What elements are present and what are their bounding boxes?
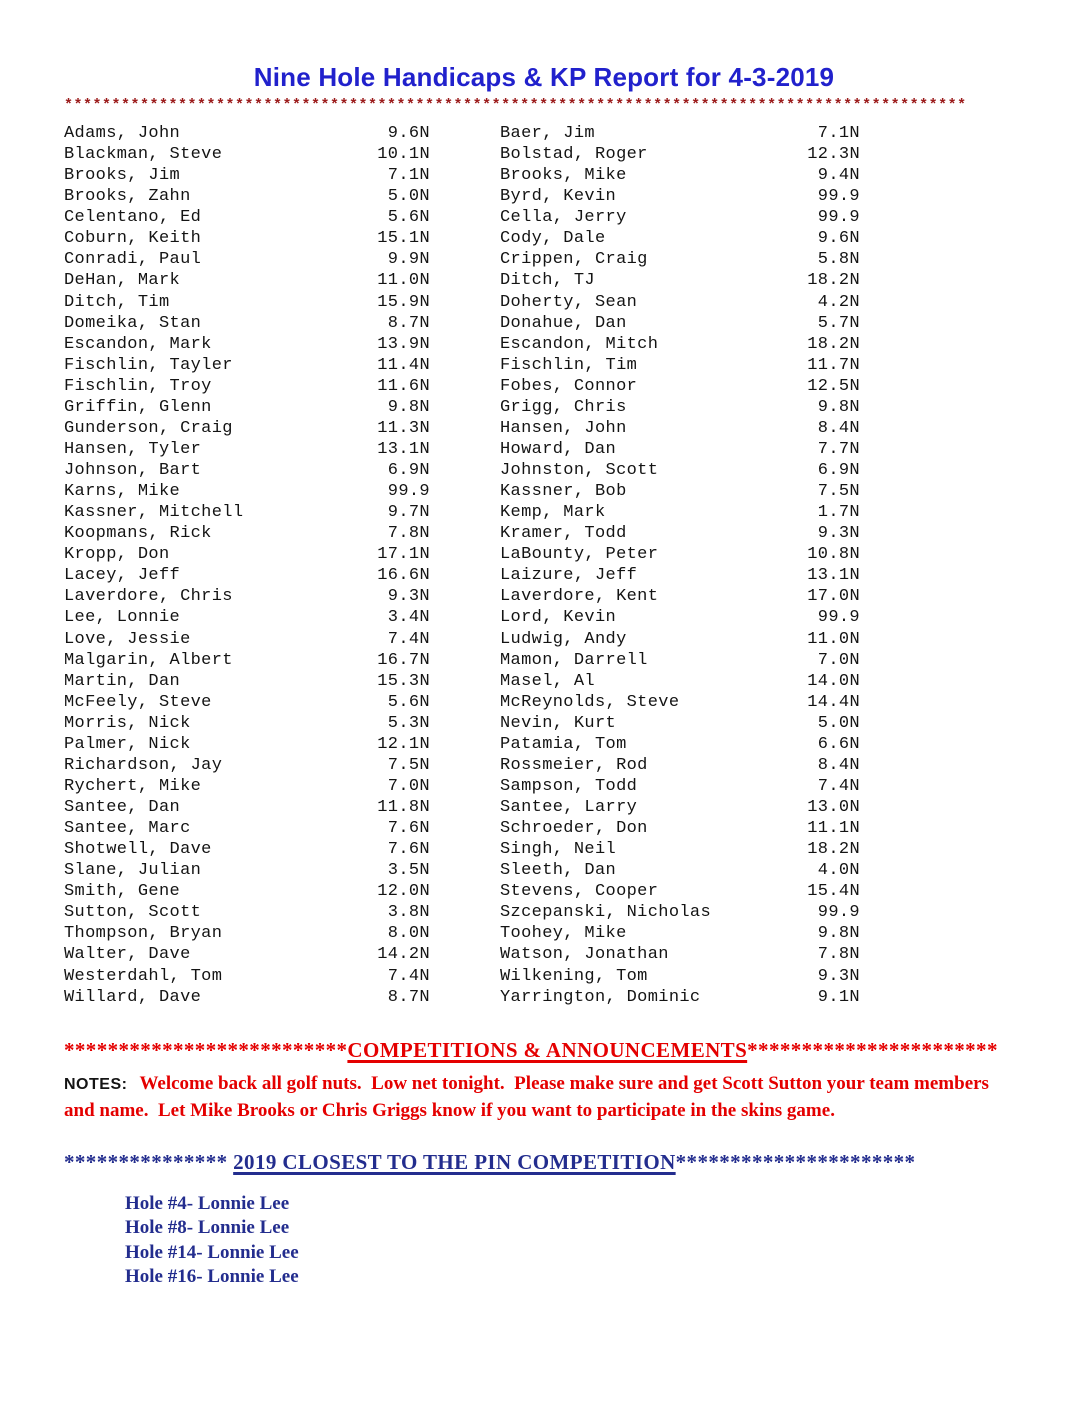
roster-row — [64, 186, 1088, 207]
player-name: Slane, Julian — [64, 861, 202, 881]
roster-row — [64, 881, 1088, 902]
roster-row — [64, 249, 1088, 270]
player-name: Santee, Marc — [64, 819, 191, 839]
player-handicap: 17.0N — [807, 587, 860, 607]
player-handicap: 8.4N — [817, 418, 860, 438]
roster-row — [64, 776, 1088, 797]
player-name: Brooks, Jim — [64, 166, 181, 186]
player-name: Morris, Nick — [64, 713, 191, 733]
player-name: Thompson, Bryan — [64, 924, 223, 944]
notes-paragraph — [64, 1070, 1012, 1124]
player-handicap: 7.1N — [387, 166, 430, 186]
player-handicap: 9.8N — [387, 397, 430, 417]
roster-row — [64, 397, 1088, 418]
player-handicap: 7.0N — [387, 776, 430, 796]
player-name: Palmer, Nick — [64, 734, 191, 754]
page-title: Nine Hole Handicaps & KP Report for 4-3-2019 — [253, 62, 835, 92]
player-name: Malgarin, Albert — [64, 650, 233, 670]
player-handicap: 10.1N — [377, 145, 430, 165]
player-handicap: 11.8N — [377, 798, 430, 817]
player-handicap: 14.0N — [807, 671, 860, 691]
stars-after: *********************** — [747, 1037, 998, 1062]
player-name: Fobes, Connor — [500, 376, 638, 396]
player-name: Brooks, Zahn — [64, 187, 191, 207]
player-name: Kemp, Mark — [500, 503, 606, 523]
player-name: Karns, Mike — [64, 482, 181, 502]
player-name: Kassner, Bob — [500, 482, 627, 502]
top-divider-asterisks: *********************************************************************************************** — [64, 97, 967, 114]
closest-to-pin-header — [64, 1148, 1088, 1176]
player-name: Adams, John — [64, 124, 181, 143]
roster-row — [64, 313, 1088, 334]
roster-row — [64, 207, 1088, 228]
player-name: Patamia, Tom — [500, 734, 627, 754]
player-name: Bolstad, Roger — [500, 145, 648, 165]
player-handicap: 7.8N — [387, 524, 430, 544]
player-handicap: 7.4N — [387, 629, 430, 649]
player-name: Kramer, Todd — [500, 524, 627, 544]
player-name: Fischlin, Tayler — [64, 355, 233, 375]
player-handicap: 15.9N — [377, 292, 430, 312]
player-handicap: 13.0N — [807, 798, 860, 817]
player-handicap: 9.3N — [817, 524, 860, 544]
roster-row — [64, 987, 1088, 1008]
roster-row — [64, 860, 1088, 881]
player-name: Toohey, Mike — [500, 924, 627, 944]
player-handicap: 7.4N — [817, 776, 860, 796]
player-handicap: 7.1N — [817, 124, 860, 143]
player-handicap: 15.3N — [377, 671, 430, 691]
competitions-announcements-header — [64, 1036, 1088, 1064]
player-name: Coburn, Keith — [64, 229, 202, 249]
player-handicap: 5.3N — [387, 713, 430, 733]
player-name: Ditch, TJ — [500, 271, 595, 291]
kp-winner-hole-16: Hole #16- Lonnie Lee — [125, 1266, 299, 1288]
player-name: Shotwell, Dave — [64, 840, 212, 860]
roster-row — [64, 523, 1088, 544]
roster-row — [64, 144, 1088, 165]
roster-row — [64, 671, 1088, 692]
player-name: Fischlin, Tim — [500, 355, 638, 375]
player-handicap: 14.2N — [377, 945, 430, 965]
player-handicap: 16.6N — [377, 566, 430, 586]
player-name: Fischlin, Troy — [64, 376, 212, 396]
player-name: Celentano, Ed — [64, 208, 202, 228]
player-handicap: 16.7N — [377, 650, 430, 670]
player-name: Rychert, Mike — [64, 776, 202, 796]
player-handicap: 13.1N — [807, 566, 860, 586]
player-handicap: 11.6N — [377, 376, 430, 396]
notes-text: Welcome back all golf nuts. Low net tonight. Please make sure and get Scott Sutton your team members and name. Let Mike Brooks or Chris Griggs know if you want to participate in the skins game. — [64, 1072, 994, 1121]
player-name: Griffin, Glenn — [64, 397, 212, 417]
roster-row — [64, 292, 1088, 313]
player-handicap: 18.2N — [807, 840, 860, 860]
kp-winner-hole-8: Hole #8- Lonnie Lee — [125, 1217, 290, 1239]
player-handicap: 3.8N — [387, 903, 430, 923]
player-name: Watson, Jonathan — [500, 945, 669, 965]
player-handicap: 18.2N — [807, 271, 860, 291]
player-name: Sleeth, Dan — [500, 861, 617, 881]
player-name: Grigg, Chris — [500, 397, 627, 417]
player-name: Smith, Gene — [64, 882, 181, 902]
roster-row — [64, 439, 1088, 460]
player-name: Koopmans, Rick — [64, 524, 212, 544]
kp-winner-hole-14: Hole #14- Lonnie Lee — [125, 1241, 299, 1263]
player-handicap: 5.0N — [387, 187, 430, 207]
player-name: Schroeder, Don — [500, 819, 648, 839]
player-name: Byrd, Kevin — [500, 187, 617, 207]
player-handicap: 7.5N — [817, 482, 860, 502]
player-handicap: 7.6N — [387, 819, 430, 839]
player-handicap: 99.9 — [817, 608, 860, 628]
player-name: Lacey, Jeff — [64, 566, 181, 586]
player-handicap: 7.6N — [387, 840, 430, 860]
competitions-heading: COMPETITIONS & ANNOUNCEMENTS — [347, 1037, 748, 1062]
player-name: Ludwig, Andy — [500, 629, 627, 649]
player-name: Love, Jessie — [64, 629, 191, 649]
player-name: Laizure, Jeff — [500, 566, 638, 586]
player-name: Domeika, Stan — [64, 313, 202, 333]
roster-row — [64, 123, 1088, 144]
player-name: LaBounty, Peter — [500, 545, 659, 565]
player-handicap: 18.2N — [807, 334, 860, 354]
player-handicap: 9.7N — [387, 503, 430, 523]
stars-before: *************** — [64, 1149, 234, 1174]
player-name: Donahue, Dan — [500, 313, 627, 333]
player-name: Johnson, Bart — [64, 461, 202, 480]
roster-row — [64, 586, 1088, 607]
roster-row — [64, 650, 1088, 671]
player-name: Doherty, Sean — [500, 292, 638, 312]
player-name: Cella, Jerry — [500, 208, 627, 228]
player-name: Sampson, Todd — [500, 776, 638, 796]
player-name: Brooks, Mike — [500, 166, 627, 186]
player-name: McFeely, Steve — [64, 692, 212, 712]
player-name: Blackman, Steve — [64, 145, 223, 165]
player-handicap: 7.4N — [387, 966, 430, 986]
player-handicap: 17.1N — [377, 545, 430, 565]
player-handicap: 9.8N — [817, 397, 860, 417]
player-name: Westerdahl, Tom — [64, 966, 223, 986]
player-handicap: 9.4N — [817, 166, 860, 186]
player-handicap: 6.6N — [817, 734, 860, 754]
player-handicap: 10.8N — [807, 545, 860, 565]
player-handicap: 5.0N — [817, 713, 860, 733]
player-name: Mamon, Darrell — [500, 650, 648, 670]
player-handicap: 99.9 — [817, 903, 860, 923]
stars-before: ************************** — [64, 1037, 348, 1062]
player-handicap: 6.9N — [817, 461, 860, 480]
player-handicap: 9.3N — [387, 587, 430, 607]
player-handicap: 4.0N — [817, 861, 860, 881]
player-handicap: 15.1N — [377, 229, 430, 249]
player-name: Wilkening, Tom — [500, 966, 648, 986]
player-handicap: 5.8N — [817, 250, 860, 270]
player-handicap: 11.0N — [377, 271, 430, 291]
player-name: Gunderson, Craig — [64, 418, 233, 438]
player-name: Lord, Kevin — [500, 608, 617, 628]
roster-row — [64, 502, 1088, 523]
player-name: Johnston, Scott — [500, 461, 659, 480]
player-handicap: 99.9 — [817, 208, 860, 228]
kp-winner-hole-4: Hole #4- Lonnie Lee — [125, 1192, 290, 1214]
roster-row — [64, 481, 1088, 502]
player-name: Martin, Dan — [64, 671, 181, 691]
player-handicap: 9.6N — [817, 229, 860, 249]
roster-row — [64, 755, 1088, 776]
player-handicap: 9.3N — [817, 966, 860, 986]
roster-row — [64, 797, 1088, 818]
player-handicap: 4.2N — [817, 292, 860, 312]
player-handicap: 99.9 — [387, 482, 430, 502]
player-name: Willard, Dave — [64, 987, 202, 1007]
roster-row — [64, 376, 1088, 397]
roster-row — [64, 944, 1088, 965]
roster-row — [64, 544, 1088, 565]
roster-row — [64, 734, 1088, 755]
player-handicap: 11.4N — [377, 355, 430, 375]
player-handicap: 3.5N — [387, 861, 430, 881]
player-handicap: 5.7N — [817, 313, 860, 333]
player-handicap: 99.9 — [817, 187, 860, 207]
player-name: Lee, Lonnie — [64, 608, 181, 628]
player-name: Nevin, Kurt — [500, 713, 617, 733]
player-name: Stevens, Cooper — [500, 882, 659, 902]
player-name: Yarrington, Dominic — [500, 987, 701, 1007]
player-name: Cody, Dale — [500, 229, 606, 249]
stars-after: ********************** — [675, 1149, 916, 1174]
player-handicap: 9.1N — [817, 987, 860, 1007]
player-handicap: 8.7N — [387, 987, 430, 1007]
player-handicap: 13.1N — [377, 439, 430, 459]
player-handicap: 12.1N — [377, 734, 430, 754]
roster-row — [64, 565, 1088, 586]
player-name: Hansen, Tyler — [64, 439, 202, 459]
roster-row — [64, 902, 1088, 923]
player-name: Szcepanski, Nicholas — [500, 903, 712, 923]
player-name: Singh, Neil — [500, 840, 617, 860]
player-name: Conradi, Paul — [64, 250, 202, 270]
player-handicap: 8.4N — [817, 755, 860, 775]
player-handicap: 11.1N — [807, 819, 860, 839]
player-handicap: 13.9N — [377, 334, 430, 354]
roster-row — [64, 355, 1088, 376]
player-handicap: 1.7N — [817, 503, 860, 523]
roster-row — [64, 334, 1088, 355]
player-handicap: 14.4N — [807, 692, 860, 712]
player-name: McReynolds, Steve — [500, 692, 680, 712]
player-handicap: 15.4N — [807, 882, 860, 902]
player-handicap: 11.0N — [807, 629, 860, 649]
player-handicap: 11.3N — [377, 418, 430, 438]
player-handicap: 9.6N — [387, 124, 430, 143]
player-handicap: 7.7N — [817, 439, 860, 459]
player-handicap: 12.0N — [377, 882, 430, 902]
player-name: Crippen, Craig — [500, 250, 648, 270]
player-handicap: 12.5N — [807, 376, 860, 396]
player-handicap: 7.5N — [387, 755, 430, 775]
player-handicap: 8.0N — [387, 924, 430, 944]
roster-row — [64, 923, 1088, 944]
player-handicap: 5.6N — [387, 208, 430, 228]
player-handicap: 11.7N — [807, 355, 860, 375]
player-name: DeHan, Mark — [64, 271, 181, 291]
player-name: Laverdore, Chris — [64, 587, 233, 607]
player-name: Richardson, Jay — [64, 755, 223, 775]
player-handicap: 5.6N — [387, 692, 430, 712]
player-handicap: 9.9N — [387, 250, 430, 270]
player-name: Kropp, Don — [64, 545, 170, 565]
roster-row — [64, 460, 1088, 481]
player-handicap: 8.7N — [387, 313, 430, 333]
player-handicap: 7.0N — [817, 650, 860, 670]
player-name: Santee, Larry — [500, 798, 638, 817]
player-handicap: 3.4N — [387, 608, 430, 628]
handicap-roster — [64, 123, 1088, 1008]
roster-row — [64, 418, 1088, 439]
roster-row — [64, 839, 1088, 860]
player-handicap: 6.9N — [387, 461, 430, 480]
roster-row — [64, 692, 1088, 713]
player-name: Hansen, John — [500, 418, 627, 438]
player-name: Masel, Al — [500, 671, 595, 691]
player-name: Howard, Dan — [500, 439, 617, 459]
player-name: Kassner, Mitchell — [64, 503, 244, 523]
player-name: Sutton, Scott — [64, 903, 202, 923]
closest-to-pin-heading: 2019 CLOSEST TO THE PIN COMPETITION — [233, 1149, 676, 1174]
player-handicap: 12.3N — [807, 145, 860, 165]
kp-winners-list — [125, 1192, 1088, 1290]
roster-row — [64, 713, 1088, 734]
roster-row — [64, 165, 1088, 186]
notes-label: NOTES: — [64, 1075, 128, 1093]
player-name: Escandon, Mitch — [500, 334, 659, 354]
player-handicap: 7.8N — [817, 945, 860, 965]
player-handicap: 9.8N — [817, 924, 860, 944]
player-name: Santee, Dan — [64, 798, 181, 817]
roster-row — [64, 818, 1088, 839]
player-name: Ditch, Tim — [64, 292, 170, 312]
roster-row — [64, 228, 1088, 249]
player-name: Escandon, Mark — [64, 334, 212, 354]
player-name: Baer, Jim — [500, 124, 595, 143]
roster-row — [64, 270, 1088, 291]
roster-row — [64, 629, 1088, 650]
player-name: Laverdore, Kent — [500, 587, 659, 607]
roster-row — [64, 966, 1088, 987]
player-name: Walter, Dave — [64, 945, 191, 965]
roster-row — [64, 607, 1088, 628]
player-name: Rossmeier, Rod — [500, 755, 648, 775]
